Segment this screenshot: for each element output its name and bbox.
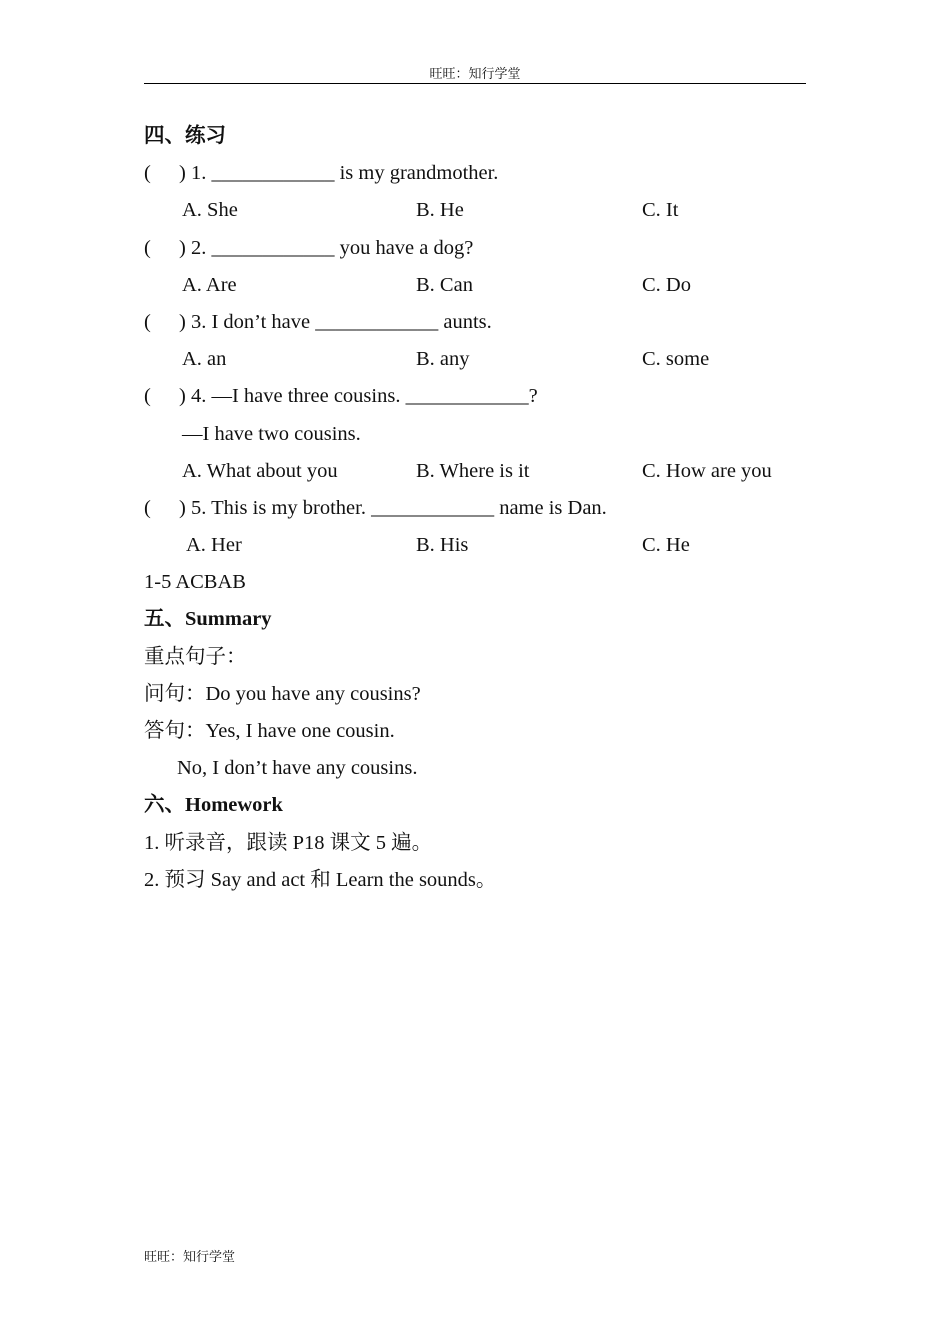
option-c: C. How are you xyxy=(642,459,772,482)
question-4-reply: —I have two cousins. xyxy=(182,422,361,445)
question-stem: ) 3. I don’t have ____________ aunts. xyxy=(179,310,492,333)
question-stem: ) 5. This is my brother. ____________ name is Dan. xyxy=(179,496,607,519)
option-c: C. It xyxy=(642,199,679,222)
option-b: B. He xyxy=(416,199,464,222)
option-a: A. What about you xyxy=(182,459,338,482)
key-sentences-label: 重点句子： xyxy=(144,645,247,668)
options-2 xyxy=(144,267,824,304)
question-4 xyxy=(144,378,824,415)
option-c: C. Do xyxy=(642,273,691,296)
options-4 xyxy=(144,453,824,490)
summary-answer-2: No, I don’t have any cousins. xyxy=(177,757,418,780)
options-3 xyxy=(144,341,824,378)
option-b: B. Where is it xyxy=(416,459,530,482)
option-b: B. His xyxy=(416,534,469,557)
question-2 xyxy=(144,230,824,267)
question-5 xyxy=(144,490,824,527)
option-a: A. She xyxy=(182,199,238,222)
page-footer: 旺旺：知行学堂 xyxy=(144,1249,236,1264)
answer-paren: ( xyxy=(144,236,151,259)
option-a: A. an xyxy=(182,348,227,371)
question-stem: ) 1. ____________ is my grandmother. xyxy=(179,162,499,185)
summary-answer: 答句：Yes, I have one cousin. xyxy=(144,720,395,742)
question-3 xyxy=(144,304,824,341)
option-b: B. any xyxy=(416,348,470,371)
option-c: C. some xyxy=(642,348,710,371)
answer-key: 1-5 ACBAB xyxy=(144,571,246,594)
section5-title: 五、Summary xyxy=(144,608,272,631)
answer-paren: ( xyxy=(144,162,151,185)
document-body xyxy=(144,118,824,899)
question-stem: ) 4. —I have three cousins. ____________? xyxy=(179,385,538,408)
option-c: C. He xyxy=(642,534,690,557)
homework-item-1: 1. 听录音，跟读 P18 课文 5 遍。 xyxy=(144,831,433,854)
option-a: A. Her xyxy=(182,534,242,557)
option-a: A. Are xyxy=(182,273,237,296)
options-1 xyxy=(144,192,824,229)
answer-paren: ( xyxy=(144,385,151,408)
options-5 xyxy=(144,527,824,564)
question-stem: ) 2. ____________ you have a dog? xyxy=(179,236,474,259)
answer-paren: ( xyxy=(144,496,151,519)
question-1 xyxy=(144,155,824,192)
page-header: 旺旺：知行学堂 xyxy=(144,66,806,84)
section6-title: 六、Homework xyxy=(144,794,283,817)
option-b: B. Can xyxy=(416,273,473,296)
section4-title: 四、练习 xyxy=(144,125,226,147)
answer-paren: ( xyxy=(144,310,151,333)
summary-question: 问句：Do you have any cousins? xyxy=(144,682,421,705)
homework-item-2: 2. 预习 Say and act 和 Learn the sounds。 xyxy=(144,868,497,891)
